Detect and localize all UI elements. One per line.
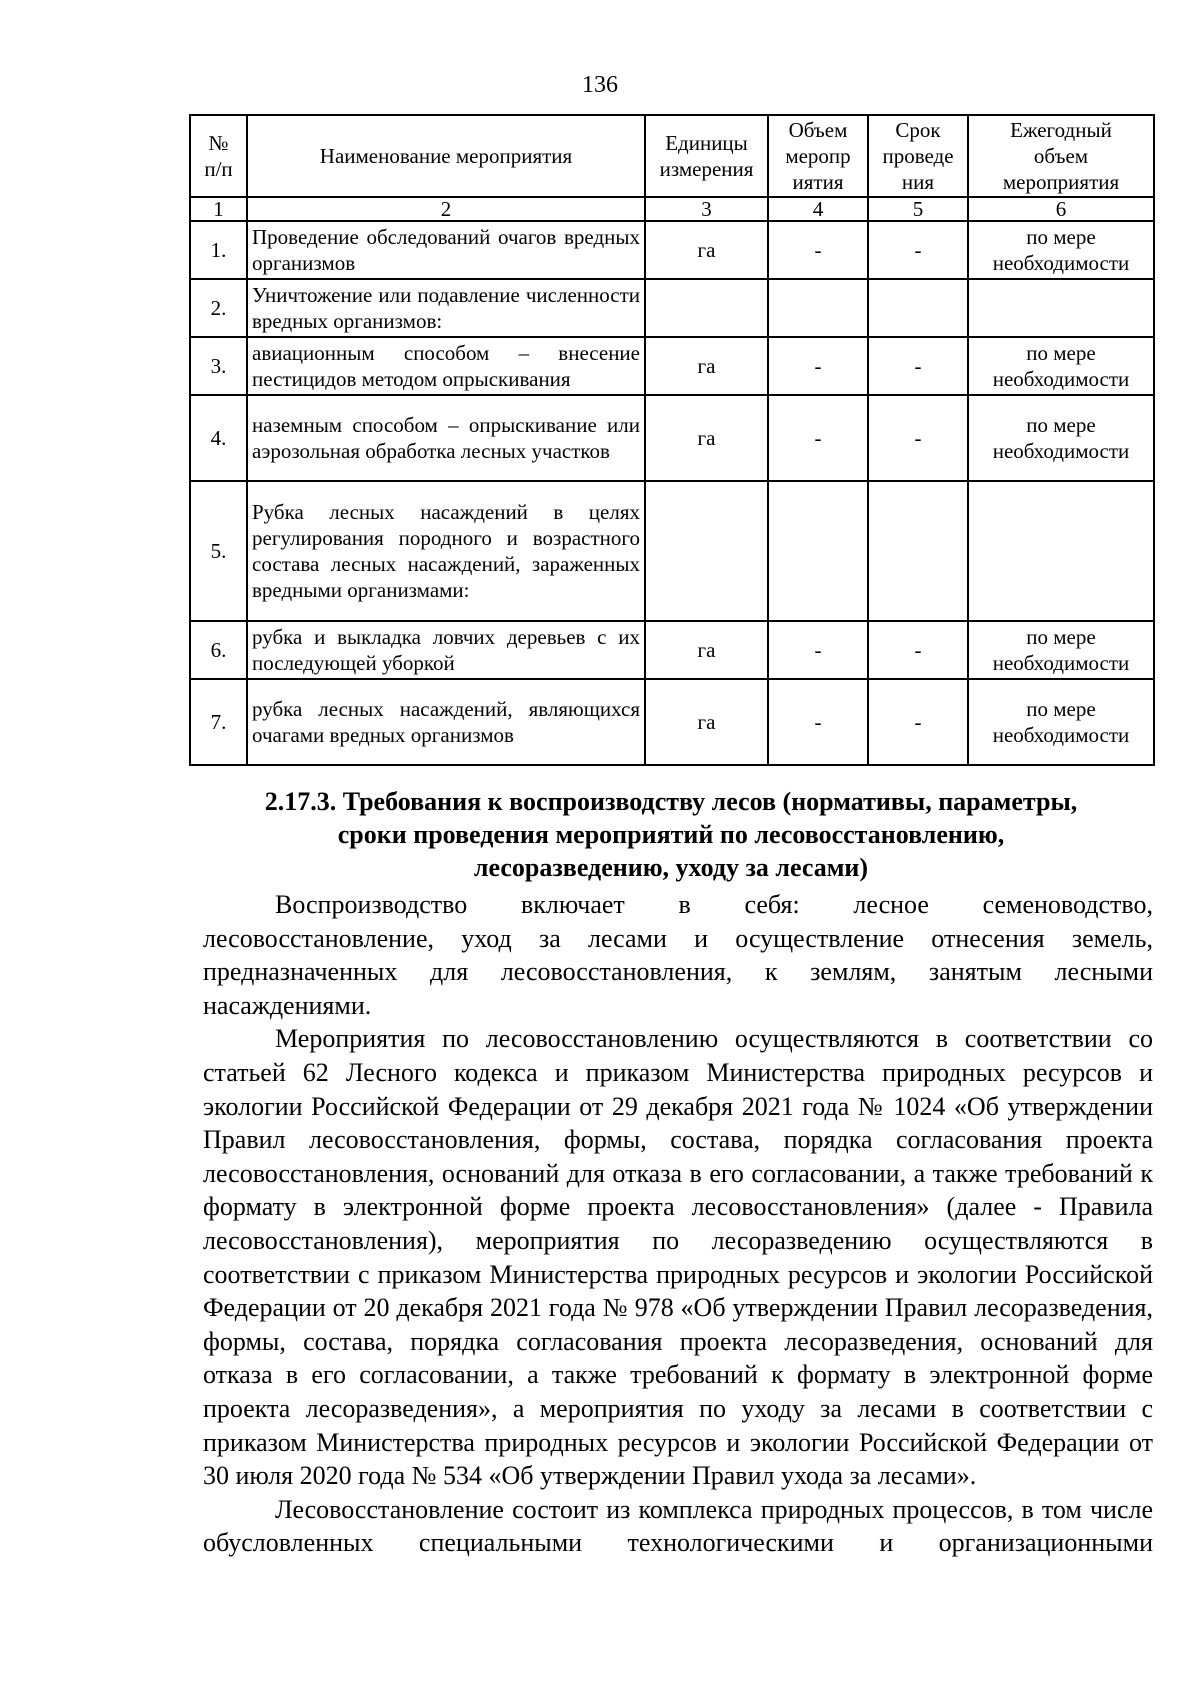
row-number: 6. — [190, 621, 247, 679]
measure-unit: га — [645, 395, 768, 481]
measure-unit: га — [645, 221, 768, 279]
measure-annual: по мере необходимости — [968, 621, 1154, 679]
measure-term: - — [868, 337, 968, 395]
column-number: 6 — [968, 197, 1154, 221]
section-body — [203, 888, 1153, 1560]
measure-volume: - — [768, 395, 868, 481]
table-row — [190, 395, 1154, 481]
table-row — [190, 679, 1154, 765]
measure-unit: га — [645, 679, 768, 765]
header-num: № п/п — [190, 115, 247, 197]
measure-volume: - — [768, 621, 868, 679]
measure-name: наземным способом – опрыскивание или аэрозольная обработка лесных участков — [247, 395, 645, 481]
header-annual: Ежегодный объем мероприятия — [968, 115, 1154, 197]
row-number: 4. — [190, 395, 247, 481]
row-number: 1. — [190, 221, 247, 279]
section-heading-line: лесоразведению, уходу за лесами) — [473, 853, 869, 882]
row-number: 7. — [190, 679, 247, 765]
table-row — [190, 621, 1154, 679]
table-row — [190, 481, 1154, 621]
measure-term: - — [868, 621, 968, 679]
measure-volume — [768, 481, 868, 621]
measure-annual — [968, 481, 1154, 621]
measure-name: рубка лесных насаждений, являющихся очагами вредных организмов — [247, 679, 645, 765]
measure-name: Проведение обследований очагов вредных организмов — [247, 221, 645, 279]
table-header-row — [190, 115, 1154, 197]
measures-table — [189, 114, 1155, 766]
column-number: 2 — [247, 197, 645, 221]
column-number-row — [190, 197, 1154, 221]
measure-name: Рубка лесных насаждений в целях регулирования породного и возрастного состава лесных насаждений, зараженных вредными организмами: — [247, 481, 645, 621]
table-row — [190, 221, 1154, 279]
row-number: 2. — [190, 279, 247, 337]
measure-annual — [968, 279, 1154, 337]
column-number: 4 — [768, 197, 868, 221]
measure-annual: по мере необходимости — [968, 395, 1154, 481]
measure-name: авиационным способом – внесение пестицидов методом опрыскивания — [247, 337, 645, 395]
table-row — [190, 279, 1154, 337]
measure-term: - — [868, 221, 968, 279]
table-row — [190, 337, 1154, 395]
paragraph: Лесовосстановление состоит из комплекса природных процессов, в том числе обусловленных специальными технологическими и организационными — [203, 1494, 1153, 1558]
measure-annual: по мере необходимости — [968, 679, 1154, 765]
column-number: 5 — [868, 197, 968, 221]
paragraph: Мероприятия по лесовосстановлению осуществляются в соответствии со статьей 62 Лесного кодекса и приказом Министерства природных ресурсов и экологии Российской Федерации от 29 декабря 2021 года № 1024 «Об утверждении Правил лесовосстановления, формы, состава, порядка согласования проекта лесовосстановления, оснований для отказа в его согласовании, а также требований к формату в электронной форме проекта лесовосстановления» (далее - Правила лесовосстановления), мероприятия по лесоразведению осуществляются в соответствии с приказом Министерства природных ресурсов и экологии Российской Федерации от 20 декабря 2021 года № 978 «Об утверждении Правил лесоразведения, формы, состава, порядка согласования проекта лесоразведения, оснований для отказа в его согласовании, а также требований к формату в электронной форме проекта лесоразведения», а мероприятия по уходу за лесами в соответствии с приказом Министерства природных ресурсов и экологии Российской Федерации от 30 июля 2020 года № 534 «Об утверждении Правил ухода за лесами». — [203, 1024, 1153, 1491]
measure-unit — [645, 279, 768, 337]
measure-volume — [768, 279, 868, 337]
measure-volume: - — [768, 679, 868, 765]
section-heading-line: сроки проведения мероприятий по лесовосстановлению, — [337, 820, 1005, 849]
measure-term: - — [868, 395, 968, 481]
section-heading — [189, 785, 1153, 884]
row-number: 3. — [190, 337, 247, 395]
measure-term — [868, 481, 968, 621]
measure-volume: - — [768, 221, 868, 279]
header-unit: Единицы измерения — [645, 115, 768, 197]
measure-unit: га — [645, 337, 768, 395]
page-number: 136 — [582, 72, 618, 98]
measure-unit — [645, 481, 768, 621]
measure-term — [868, 279, 968, 337]
section-heading-line: 2.17.3. Требования к воспроизводству лесов (нормативы, параметры, — [264, 787, 1078, 816]
measure-volume: - — [768, 337, 868, 395]
column-number: 1 — [190, 197, 247, 221]
column-number: 3 — [645, 197, 768, 221]
measure-name: Уничтожение или подавление численности вредных организмов: — [247, 279, 645, 337]
header-volume: Объем меропр иятия — [768, 115, 868, 197]
measure-annual: по мере необходимости — [968, 337, 1154, 395]
measure-unit: га — [645, 621, 768, 679]
row-number: 5. — [190, 481, 247, 621]
measure-name: рубка и выкладка ловчих деревьев с их последующей уборкой — [247, 621, 645, 679]
header-term: Срок проведе ния — [868, 115, 968, 197]
header-name: Наименование мероприятия — [247, 115, 645, 197]
paragraph: Воспроизводство включает в себя: лесное семеноводство, лесовосстановление, уход за лесами и осуществление отнесения земель, предназначенных для лесовосстановления, к землям, занятым лесными насаждениями. — [203, 890, 1153, 1020]
measure-annual: по мере необходимости — [968, 221, 1154, 279]
measure-term: - — [868, 679, 968, 765]
